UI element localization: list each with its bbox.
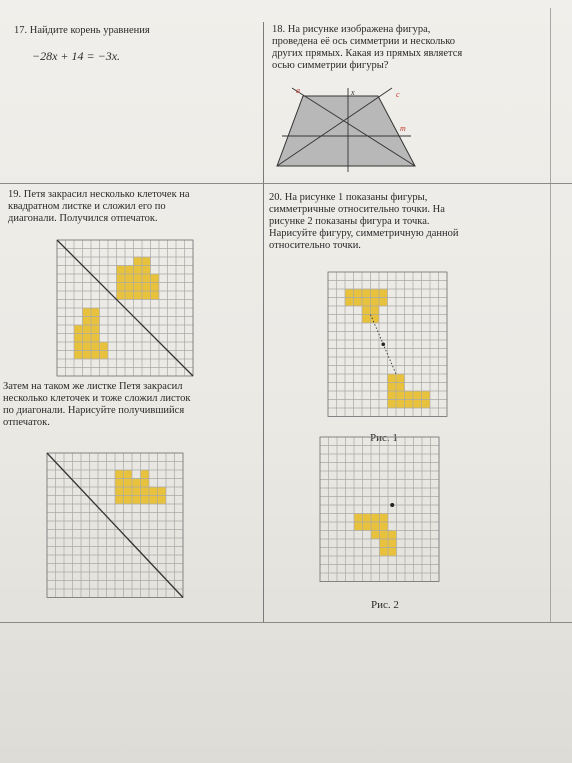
filled-cell [142,291,151,300]
filled-cell [388,374,397,383]
filled-cell [151,291,160,300]
trapezoid-figure [268,84,428,174]
filled-cell [134,283,143,292]
filled-cell [125,291,134,300]
filled-cell [422,400,431,409]
filled-cell [388,539,397,548]
filled-cell [413,400,422,409]
filled-cell [149,487,158,496]
filled-cell [117,266,126,275]
filled-cell [363,514,372,523]
filled-cell [132,496,141,505]
fig1-caption: Рис. 1 [370,432,398,444]
filled-cell [422,391,431,400]
task20-line: относительно точки. [269,240,361,251]
label-c: c [396,90,400,99]
label-a: a [296,86,300,95]
task18-line: 18. На рисунке изображена фигура, [272,24,431,35]
filled-cell [151,283,160,292]
filled-cell [125,283,134,292]
filled-cell [83,308,92,317]
filled-cell [124,470,133,479]
filled-cell [141,487,150,496]
filled-cell [380,548,389,557]
filled-cell [115,487,124,496]
filled-cell [405,391,414,400]
filled-cell [396,400,405,409]
task19-line2: несколько клеточек и тоже сложил листок [3,393,191,404]
task20-line: 20. На рисунке 1 показаны фигуры, [269,192,428,203]
task18-line: других прямых. Какая из прямых является [272,48,463,59]
filled-cell [371,306,380,315]
filled-cell [141,496,150,505]
filled-cell [91,334,100,343]
filled-cell [362,306,371,315]
task19-line2: Затем на таком же листке Петя закрасил [3,381,183,392]
filled-cell [83,342,92,351]
row-divider [0,183,572,184]
filled-cell [91,342,100,351]
filled-cell [83,334,92,343]
filled-cell [158,487,167,496]
filled-cell [142,283,151,292]
filled-cell [74,334,83,343]
column-divider [263,22,264,622]
filled-cell [134,266,143,275]
filled-cell [396,383,405,392]
filled-cell [124,496,133,505]
filled-cell [371,289,380,298]
filled-cell [125,274,134,283]
filled-cell [354,514,363,523]
grid-fig2 [320,437,440,583]
filled-cell [83,351,92,360]
filled-cell [396,374,405,383]
filled-cell [134,257,143,266]
filled-cell [91,308,100,317]
filled-cell [74,325,83,334]
task18-line: проведена её ось симметрии и несколько [272,36,456,47]
filled-cell [134,291,143,300]
filled-cell [83,317,92,326]
filled-cell [413,391,422,400]
filled-cell [115,470,124,479]
filled-cell [124,479,133,488]
grid-fig1 [328,272,448,420]
task20-line: симметричные относительно точки. На [269,204,445,215]
filled-cell [371,514,380,523]
filled-cell [142,266,151,275]
task17-equation: −28x + 14 = −3x. [32,49,121,63]
filled-cell [132,479,141,488]
filled-cell [158,496,167,505]
grid-task19-example [57,240,193,376]
filled-cell [363,522,372,531]
filled-cell [362,289,371,298]
task17-title: 17. Найдите корень уравнения [14,25,150,36]
task18-line: осью симметрии фигуры? [272,60,389,71]
filled-cell [100,351,109,360]
filled-cell [388,531,397,540]
grid-task19-answer [47,453,183,603]
label-m: m [400,124,406,133]
task19-line2: по диагонали. Нарисуйте получившийся [3,405,185,416]
filled-cell [91,325,100,334]
filled-cell [100,342,109,351]
filled-cell [380,522,389,531]
task19-line: 19. Петя закрасил несколько клеточек на [8,189,190,200]
filled-cell [142,274,151,283]
filled-cell [354,289,363,298]
fig2-caption: Рис. 2 [371,599,399,611]
filled-cell [388,548,397,557]
filled-cell [141,479,150,488]
filled-cell [115,479,124,488]
symmetry-point [381,342,385,346]
filled-cell [117,283,126,292]
filled-cell [74,351,83,360]
filled-cell [371,315,380,324]
symmetry-point [390,503,394,507]
filled-cell [115,496,124,505]
page-right-border [550,8,551,623]
filled-cell [379,298,388,307]
task19-line: диагонали. Получился отпечаток. [8,213,158,224]
filled-cell [380,531,389,540]
filled-cell [141,470,150,479]
filled-cell [388,400,397,409]
filled-cell [354,522,363,531]
trapezoid-shape [277,96,415,166]
filled-cell [117,274,126,283]
filled-cell [117,291,126,300]
filled-cell [388,383,397,392]
filled-cell [362,298,371,307]
filled-cell [74,342,83,351]
task19-line: квадратном листке и сложил его по [8,201,166,212]
filled-cell [345,289,354,298]
filled-cell [83,325,92,334]
filled-cell [132,487,141,496]
filled-cell [124,487,133,496]
bottom-divider [0,622,572,623]
filled-cell [134,274,143,283]
filled-cell [149,496,158,505]
task20-line: Нарисуйте фигуру, симметричную данной [269,228,459,239]
filled-cell [371,298,380,307]
filled-cell [380,514,389,523]
filled-cell [371,531,380,540]
filled-cell [380,539,389,548]
filled-cell [396,391,405,400]
label-x: x [351,88,355,97]
filled-cell [151,274,160,283]
filled-cell [405,400,414,409]
task20-line: рисунке 2 показаны фигура и точка. [269,216,430,227]
task19-line2: отпечаток. [3,417,50,428]
filled-cell [354,298,363,307]
filled-cell [388,391,397,400]
filled-cell [142,257,151,266]
filled-cell [371,522,380,531]
filled-cell [345,298,354,307]
filled-cell [91,317,100,326]
filled-cell [362,315,371,324]
filled-cell [379,289,388,298]
filled-cell [125,266,134,275]
filled-cell [91,351,100,360]
